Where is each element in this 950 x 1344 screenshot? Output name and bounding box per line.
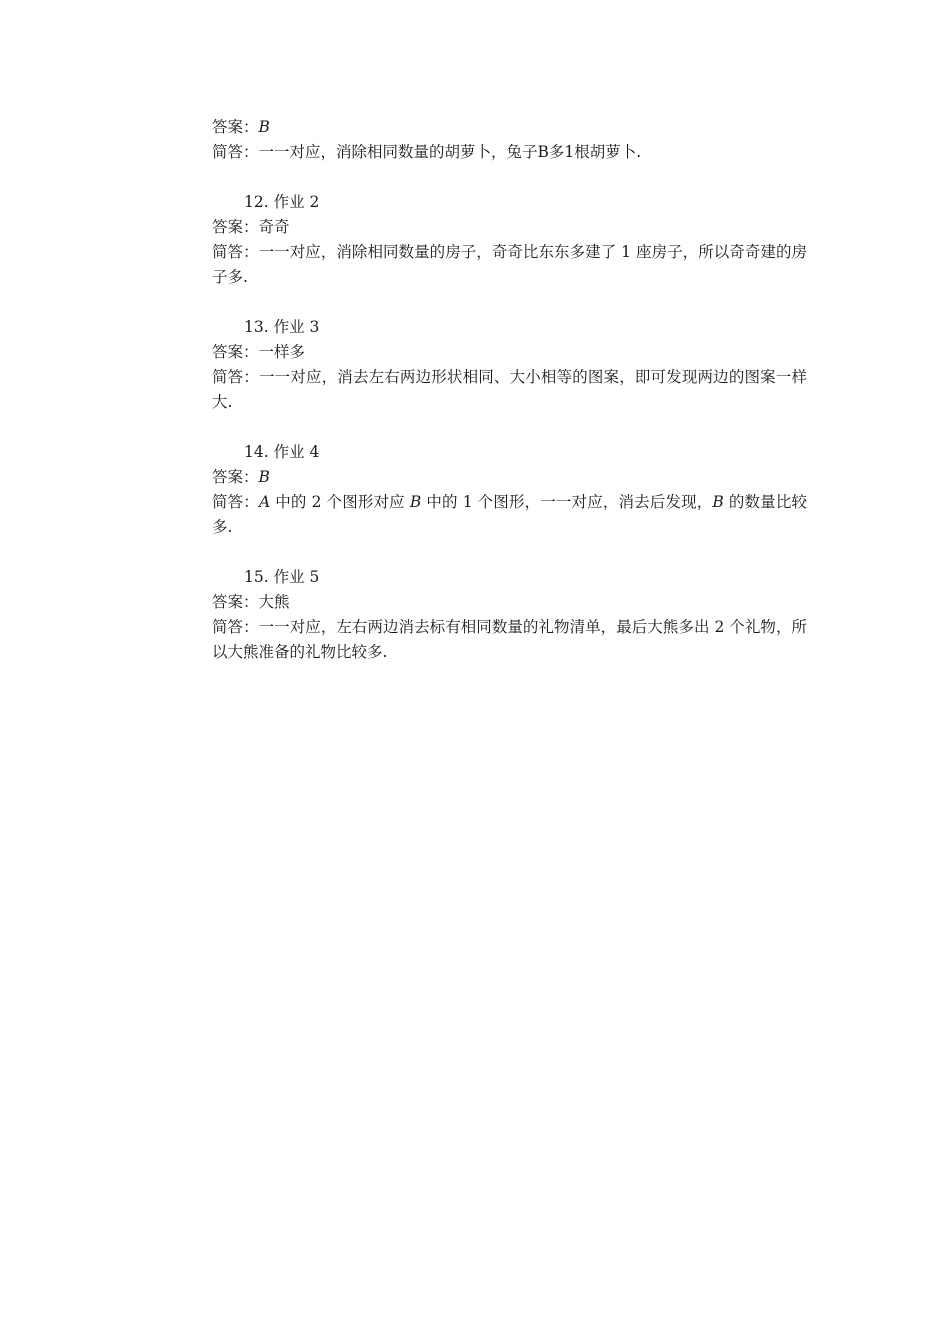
answer-block-14	[212, 440, 807, 540]
answer-value: 大熊	[258, 593, 290, 611]
brief-text: 一一对应，消去左右两边形状相同、大小相等的图案，即可发现两边的图案一样大.	[212, 368, 807, 411]
answer-value: 一样多	[258, 343, 306, 361]
answer-prefix: 答案：	[212, 343, 259, 361]
answer-block-13	[212, 315, 807, 415]
answer-value: B	[258, 468, 270, 486]
question-heading: 13. 作业 3	[244, 318, 320, 336]
brief-prefix: 简答：	[212, 618, 259, 636]
answer-line	[212, 340, 807, 365]
brief-part: 中的 1 个图形，一一对应，消去后发现，	[421, 493, 713, 511]
answer-line	[212, 590, 807, 615]
brief-part: B	[712, 493, 724, 511]
brief-prefix: 简答：	[212, 368, 259, 386]
brief-line	[212, 240, 807, 290]
brief-prefix: 简答：	[212, 243, 259, 261]
question-heading: 12. 作业 2	[244, 193, 320, 211]
brief-text: 一一对应，消除相同数量的房子，奇奇比东东多建了 1 座房子，所以奇奇建的房子多.	[212, 243, 807, 286]
brief-part: 中的 2 个图形对应	[270, 493, 410, 511]
brief-line	[212, 615, 807, 665]
question-heading: 15. 作业 5	[244, 568, 320, 586]
brief-text: 一一对应，左右两边消去标有相同数量的礼物清单，最后大熊多出 2 个礼物，所以大熊准备的礼物比较多.	[212, 618, 807, 661]
brief-prefix: 简答：	[212, 493, 259, 511]
brief-line	[212, 365, 807, 415]
brief-part: B	[409, 493, 422, 511]
answer-line	[212, 465, 807, 490]
answer-line	[212, 215, 807, 240]
answer-key-page	[212, 115, 807, 665]
brief-part: A	[258, 493, 271, 511]
answer-line	[212, 115, 807, 140]
answer-value: B	[258, 118, 270, 136]
brief-prefix: 简答：	[212, 143, 259, 161]
question-heading: 14. 作业 4	[244, 443, 320, 461]
answer-prefix: 答案：	[212, 118, 259, 136]
answer-prefix: 答案：	[212, 468, 259, 486]
brief-line	[212, 140, 807, 165]
brief-line	[212, 490, 807, 540]
answer-block-11	[212, 115, 807, 165]
brief-part: 的数量比较多.	[212, 493, 807, 536]
answer-block-12	[212, 190, 807, 290]
answer-block-15	[212, 565, 807, 665]
answer-prefix: 答案：	[212, 218, 259, 236]
answer-prefix: 答案：	[212, 593, 259, 611]
answer-value: 奇奇	[258, 218, 290, 236]
brief-text: 一一对应，消除相同数量的胡萝卜，兔子B多1根胡萝卜.	[258, 143, 642, 161]
